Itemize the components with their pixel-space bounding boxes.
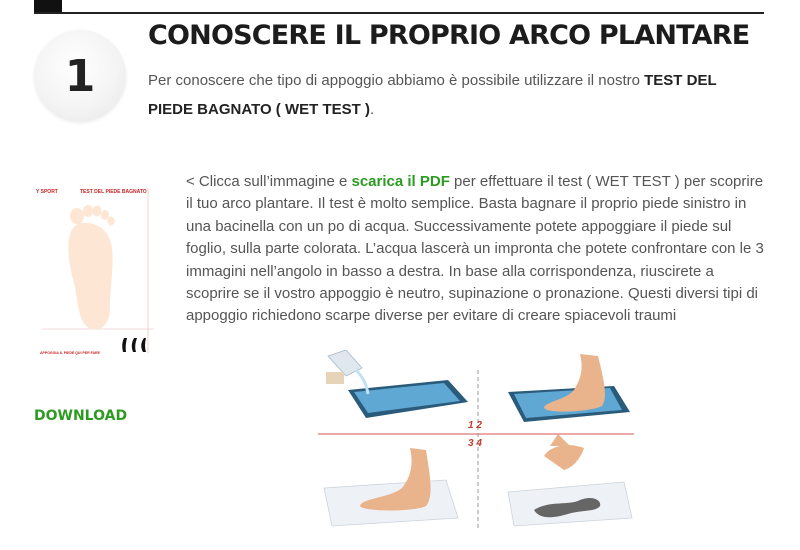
intro-text: Per conoscere che tipo di appoggio abbiamo è possibile utilizzare il nostro: [148, 72, 645, 89]
instructions-body: per effettuare il test ( WET TEST ) per scoprire il tuo arco plantare. Il test è molto semplice. Basta bagnare il proprio piede sinistro in una bacinella con un po di acqua. Successivamente potete appoggiare il piede sul foglio, sulla parte colorata. L’acqua lascerà un impronta che potete confrontare con le 3 immagini nell’angolo in basso a destra. In base alla corrispondenza, riuscirete a scoprire se il vostro appoggio è neutro, supinazione o pronazione. Questi diversi tipi di appoggio richiedono scarpe diverse per evitare di creare spiacevoli traumi: [186, 173, 764, 325]
thumb-header: TEST DEL PIEDE BAGNATO: [80, 189, 147, 195]
intro-paragraph: [148, 66, 763, 124]
step-number: 1: [64, 50, 96, 102]
top-divider: [34, 12, 764, 14]
label-steps-1-2: 1 2: [468, 420, 482, 431]
instructions-pre: < Clicca sull’immagine e: [186, 173, 352, 190]
step-number-badge: [34, 30, 126, 122]
download-pdf-link[interactable]: scarica il PDF: [351, 173, 450, 190]
download-link[interactable]: DOWNLOAD: [34, 408, 128, 424]
thumb-footer: APPOGGIA IL PIEDE QUI PER FARE: [40, 351, 100, 355]
intro-test-name: TEST DEL PIEDE BAGNATO ( WET TEST ): [148, 72, 717, 118]
instructions-paragraph: [186, 171, 764, 328]
section-title: CONOSCERE IL PROPRIO ARCO PLANTARE: [148, 20, 750, 51]
thumb-brand: Y SPORT: [36, 189, 58, 195]
wet-test-steps-illustration: [318, 350, 634, 528]
intro-end: .: [369, 101, 375, 118]
wet-test-pdf-thumbnail[interactable]: [34, 178, 158, 360]
label-steps-3-4: 3 4: [468, 438, 482, 449]
